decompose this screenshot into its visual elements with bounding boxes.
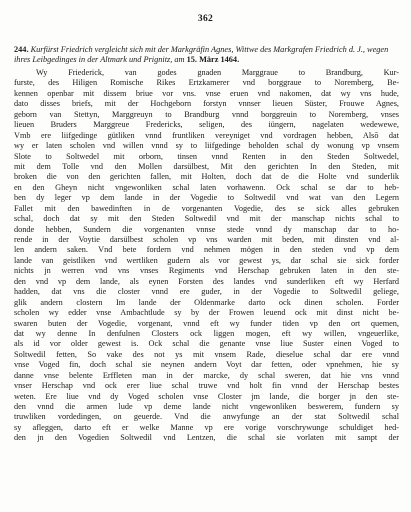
heading-date: 15. März 1464. xyxy=(186,55,240,65)
body-line: truwliken vordedingen, on geuerde. Vnd die anwyfunge an der stat Soltwedil schal xyxy=(14,412,399,422)
body-line: nichts jn werren vnd vns vnses Regiments vnd Herschap gebruken laten in den ste- xyxy=(14,266,399,276)
body-line: dato disses briefs, mit der Hochgeborn forstyn vnnser lieuen Süster, Frouwe Agnes, xyxy=(14,99,399,109)
body-line: Vmb ere liifgedinge gütliken vnnd fruntliken vereyniget vnd vordragen hebben, Alsō dat xyxy=(14,130,399,140)
body-line: den vnd vp dem lande, als eynen Forsten des landes vnd sunderliken eft wy Herfard xyxy=(14,276,399,286)
body-line: schal, doch dat sy mit den Steden Soltwedil vnd mit der manschap nichts schal to xyxy=(14,214,399,224)
body-line: swaren buten der Vogedie, vorgenant, vnnd eft wy funder tiden vp den ort quemen, xyxy=(14,318,399,328)
body-line: als id vor older gewest is. Ock schal die genante vnse liue Suster einen Voged to xyxy=(14,339,399,349)
document-body xyxy=(14,68,399,444)
body-line: len andern saken. Vnd bete fordern vnd nehmen mögen in den steden vnd vp dem xyxy=(14,245,399,255)
body-line: furste, des Hiligen Romische Rikes Ertzkamerer vnd borggraue to Noremberg, Be- xyxy=(14,78,399,88)
body-line: hadden, dat vns die closter vnnd ere guder, in der Vogedie to Soltwedil geliege, xyxy=(14,287,399,297)
body-line: vnse Voged fin, doch schal sie neynen andern Voyt dar fetten, oder vpnehmen, hie sy xyxy=(14,360,399,370)
body-line: Soltwedil fetten, So vake des not ys mit vnsem Rade, dieselue schal dar ere vnnd xyxy=(14,349,399,359)
body-line: den jn den Vogedien Soltwedil vnd Lentzen, die schal sie vorlaten mit sampt der xyxy=(14,433,399,443)
body-line: en den Gheyn nicht vngewonliken schal laten vorhawenn. Ock schal se dar to heb- xyxy=(14,182,399,192)
body-line: rende in der Voytie darsülbest scholen vp vns warden mit beden, mit dinsten vnd al- xyxy=(14,235,399,244)
body-line: donde hebben, Sundern die vorgenanten vnnse stede vnnd dy manschap dar to ho- xyxy=(14,224,399,234)
body-line: scholen wy edder vnse Ambachtlude sy by der Frowen leuend ock mit dinst nicht be- xyxy=(14,308,399,318)
body-line: weten. Ere liue vnd dy Voged scholen vnse Closter jm lande, die borger jn den ste- xyxy=(14,391,399,401)
heading-text: Kurfürst Friedrich vergleicht sich mit der Markgräfin Agnes, Wittwe des Markgrafen Friedrich d. J., wegen ihres Leibgedinges in der Altmark und Prignitz, am xyxy=(14,45,389,65)
body-line: vnser Herschap vnd ock erer liue schal truwe vnd holt fin vnnd der Herschap bestes xyxy=(14,381,399,391)
body-line: lande van geistliken vnd wertliken gudern als vor gewest ys, dar schal sie sick forder xyxy=(14,255,399,265)
body-line: Fallet mit den bawedinften in de vorgenanten Vogedie, des se sick alles gebruken xyxy=(14,203,399,213)
body-line: ben dy leger vp dem lande in der Vogedie to Soltwedil vnd wat van den Legern xyxy=(14,193,399,203)
body-line: Wy Friederick, van godes gnaden Marggraue to Brandburg, Kur- xyxy=(36,68,399,77)
body-line: glik andern clostern Im lande der Oldenmarke darto ock dinen scholen. Forder xyxy=(14,297,399,307)
body-line: kennen openbar mit dissem briue vor vns. vnse eruen vnd nakomen, dat wy vns hude, xyxy=(14,88,399,98)
body-line: mit dem Tolle vnd den Mollen darsülbest, Mit den gerichten In den Steden, mit xyxy=(14,161,399,171)
body-line: lieuen Bruders Marggreue Fredericks, seligen, des iüngern, nagelaten wedewewe, xyxy=(14,120,399,130)
body-line: broken die von den gerichten fallen, mit Holten, doch dat de die Holte vnd sunderlik xyxy=(14,172,399,182)
body-line: geborn van Stettyn, Marggreuyn to Brandburg vnnd borggreuin to Noremberg, vnses xyxy=(14,109,399,119)
body-line: danne vnse belente Erffleten man in der marcke, dy schal sweren, dat hie vns vnnd xyxy=(14,370,399,380)
body-line: sy afleggen, darto eft er welke Manne vp ere vorige vorschrywunge schuldiget hed- xyxy=(14,422,399,432)
body-line: dat wy denne In denfulnen Closters ock liggen mogen, eft wy willen, vngeuerlike, xyxy=(14,328,399,338)
body-line: wy er laten scholen vnd willen vnnd sy to liifgedinge beholden schal dy wonung vp vnsem xyxy=(14,141,399,151)
page-number: 362 xyxy=(197,14,214,24)
document-number: 244. xyxy=(14,45,29,54)
body-line: den vnnd die armen lude vp deme lande nicht vngewonliken beswerem, fundern sy xyxy=(14,402,399,411)
body-line: Slote to Soltwedel mit orborn, tinsen vnnd Renten in den Steden Soltwedel, xyxy=(14,151,399,161)
document-heading xyxy=(14,45,396,65)
